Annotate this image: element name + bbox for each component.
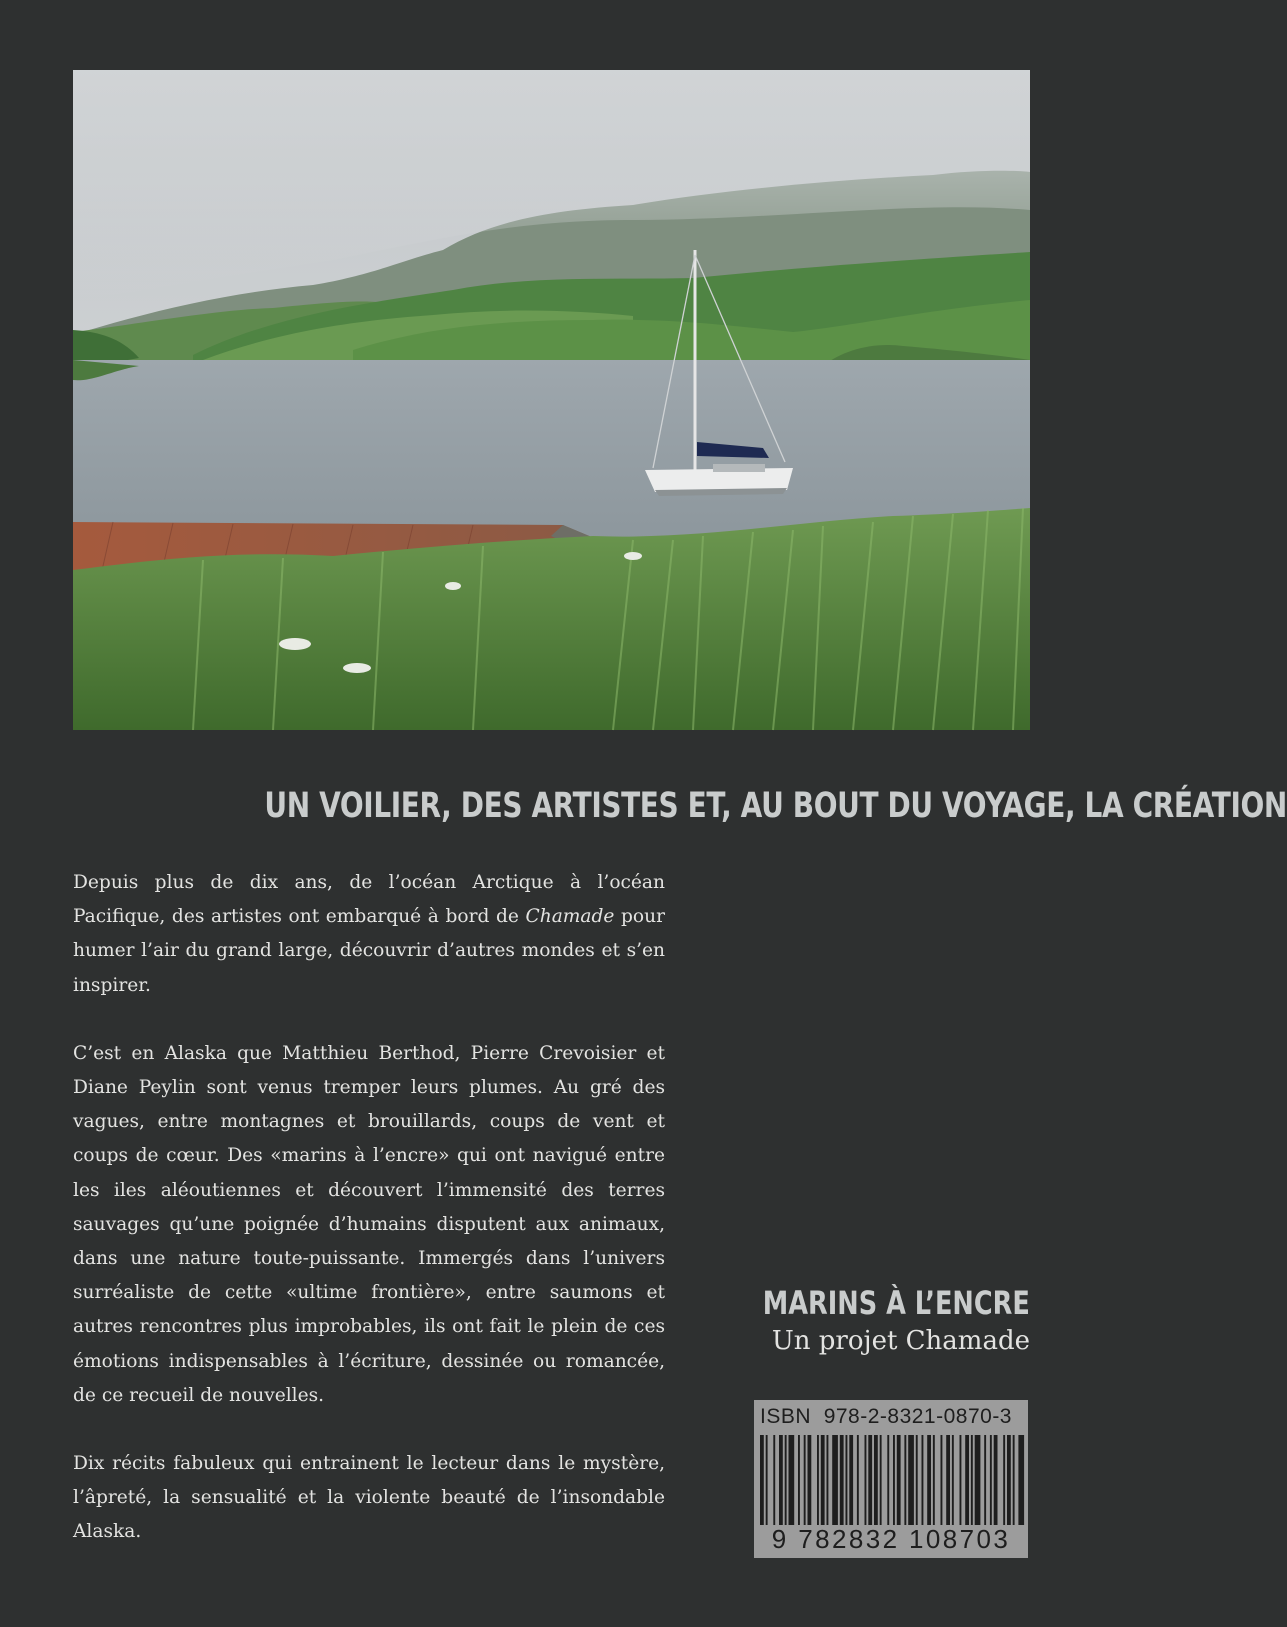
barcode-bar [821, 1435, 825, 1525]
barcode-bar [789, 1435, 795, 1525]
blurb-paragraph-2: C’est en Alaska que Matthieu Berthod, Pierre Crevoisier et Diane Peylin sont venus tremper leurs plumes. Au gré des vagues, entre montagnes et brouillards, coups de vent et coups de cœur. Des «marins à l’encre» qui ont navigué entre les iles aléoutiennes et découvert l’immensité des terres sauvages qu’une poignée d’humains disputent aux animaux, dans une nature toute-puissante. Immergés dans l’univers surréaliste de cette «ultime frontière», entre saumons et autres rencontres plus improbables, ils ont fait le plein de ces émotions indispensables à l’écriture, dessinée ou romancée, de ce recueil de nouvelles. [73, 1042, 665, 1406]
boat-name: Chamade [525, 906, 615, 928]
barcode-bar [760, 1435, 764, 1525]
barcode-bar [916, 1435, 918, 1525]
barcode-bar [832, 1435, 838, 1525]
series-title: MARINS À L’ENCRE [762, 1284, 1030, 1322]
barcode-bar [827, 1435, 829, 1525]
barcode-bar [779, 1435, 783, 1525]
isbn-number: 978-2-8321-0870-3 [823, 1405, 1012, 1428]
barcode-bar [874, 1435, 878, 1525]
barcode-bar [933, 1435, 935, 1525]
isbn-label [760, 1405, 1012, 1429]
cover-photo [73, 70, 1030, 730]
barcode-bar [773, 1435, 775, 1525]
isbn-barcode [754, 1400, 1028, 1558]
barcode-bar [975, 1435, 981, 1525]
blurb-paragraph-1 [73, 866, 665, 1003]
barcode-bars [760, 1435, 1022, 1525]
barcode-bar [960, 1435, 962, 1525]
barcode-bar [817, 1435, 819, 1525]
barcode-bar [1003, 1435, 1005, 1525]
barcode-bar [1007, 1435, 1011, 1525]
barcode-bar [1013, 1435, 1015, 1525]
barcode-bar [846, 1435, 848, 1525]
barcode-bar [990, 1435, 992, 1525]
barcode-bar [868, 1435, 872, 1525]
barcode-bar [946, 1435, 950, 1525]
barcode-bar [893, 1435, 895, 1525]
barcode-bar [994, 1435, 998, 1525]
barcode-bar [908, 1435, 914, 1525]
barcode-bar [798, 1435, 800, 1525]
blurb-paragraph-1-start: Depuis plus de dix ans, de l’océan Arctique à l’océan Pacifique, des artistes ont embarqué à bord de [73, 872, 665, 928]
blurb-paragraph-3: Dix récits fabuleux qui entrainent le lecteur dans le mystère, l’âpreté, la sensualité et la violente beauté de l’insondable Alaska. [73, 1453, 665, 1543]
blurb [73, 866, 665, 1584]
barcode-bar [840, 1435, 844, 1525]
barcode-bar [804, 1435, 806, 1525]
barcode-bar [880, 1435, 882, 1525]
barcode-bar [922, 1435, 924, 1525]
barcode-bar [785, 1435, 787, 1525]
barcode-bar [865, 1435, 867, 1525]
barcode-bar [927, 1435, 931, 1525]
barcode-bar [849, 1435, 853, 1525]
tagline: UN VOILIER, DES ARTISTES ET, AU BOUT DU VOYAGE, LA CRÉATION [264, 786, 1287, 826]
barcode-bar [965, 1435, 969, 1525]
barcode-bar [887, 1435, 889, 1525]
barcode-bar [1018, 1435, 1024, 1525]
barcode-bar [984, 1435, 986, 1525]
series-subtitle: Un projet Chamade [771, 1326, 1030, 1356]
barcode-digits: 9 782832 108703 [771, 1524, 1011, 1554]
barcode-bar [808, 1435, 812, 1525]
barcode-bar [971, 1435, 973, 1525]
barcode-bar [952, 1435, 954, 1525]
barcode-bar [857, 1435, 859, 1525]
barcode-bar [897, 1435, 901, 1525]
isbn-prefix: ISBN [760, 1405, 812, 1428]
barcode-bar [766, 1435, 768, 1525]
barcode-bar [904, 1435, 906, 1525]
barcode-bar [941, 1435, 943, 1525]
blurb-paragraph-1-end: pour humer l’air du grand large, découvrir d’autres mondes et s’en inspirer. [73, 906, 665, 996]
